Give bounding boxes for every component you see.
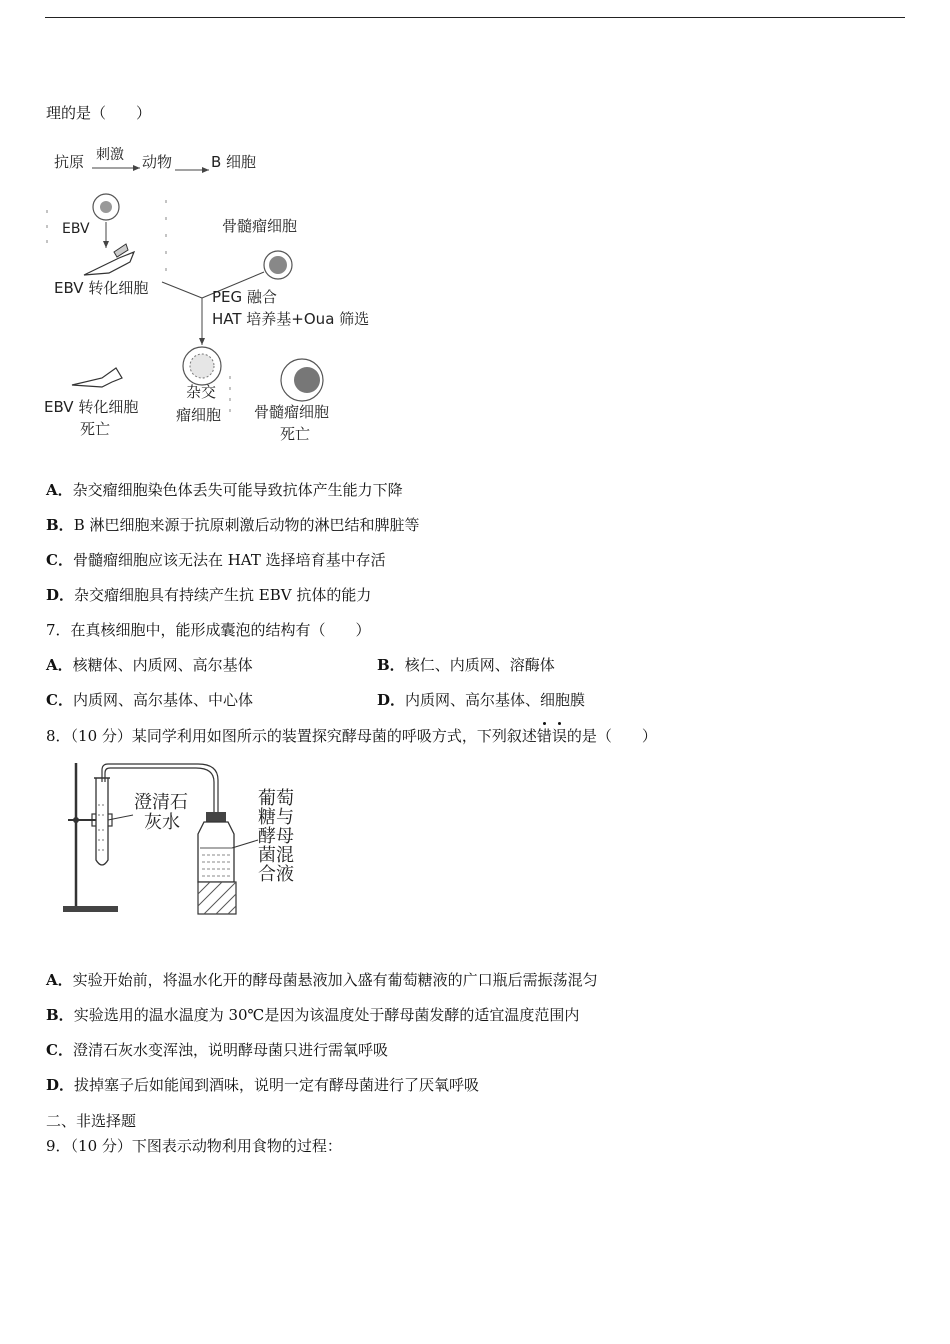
fig-limewater-2: 灰水 bbox=[144, 812, 180, 833]
dead-ebv-cell-shape bbox=[72, 368, 122, 387]
fig-mix-2: 糖与 bbox=[258, 807, 294, 828]
q9-stem: 9．（10 分）下图表示动物利用食物的过程： bbox=[46, 1137, 342, 1155]
q6-option-c: C．骨髓瘤细胞应该无法在 HAT 选择培育基中存活 bbox=[46, 551, 386, 569]
q8-stem: 8．（10 分）某同学利用如图所示的装置探究酵母菌的呼吸方式，下列叙述错误的是（ ） bbox=[46, 727, 657, 745]
fig-stimulate: 刺激 bbox=[96, 147, 124, 163]
section-title: 二、非选择题 bbox=[46, 1112, 137, 1130]
fig-ebv-dead-2: 死亡 bbox=[80, 420, 111, 438]
q8-option-c: C．澄清石灰水变浑浊，说明酵母菌只进行需氧呼吸 bbox=[46, 1041, 388, 1059]
fig-myeloma: 骨髓瘤细胞 bbox=[222, 217, 298, 235]
q7-option-b: B．核仁、内质网、溶酶体 bbox=[377, 656, 555, 674]
fig-mix-5: 合液 bbox=[258, 864, 294, 885]
fig-peg: PEG 融合 bbox=[212, 288, 277, 306]
fig-mix-4: 菌混 bbox=[258, 845, 294, 866]
fig-hybrid-1: 杂交 bbox=[186, 383, 217, 401]
q6-stem-tail: 理的是（ ） bbox=[46, 104, 152, 122]
q6-option-d: D．杂交瘤细胞具有持续产生抗 EBV 抗体的能力 bbox=[46, 586, 372, 604]
fig-mix-1: 葡萄 bbox=[258, 788, 294, 809]
ebv-cell-shape bbox=[84, 252, 134, 275]
fig-limewater-1: 澄清石 bbox=[134, 792, 188, 813]
fig-antigen: 抗原 bbox=[54, 153, 85, 171]
fig-b-cell: B 细胞 bbox=[211, 153, 257, 171]
q7-stem: 7．在真核细胞中，能形成囊泡的结构有（ ） bbox=[46, 621, 371, 639]
q7-option-d: D．内质网、高尔基体、细胞膜 bbox=[377, 691, 586, 709]
fig-myeloma-dead-1: 骨髓瘤细胞 bbox=[254, 403, 330, 421]
fig-mix-3: 酵母 bbox=[258, 826, 294, 847]
header-rule bbox=[45, 17, 905, 18]
fig-animal: 动物 bbox=[142, 153, 173, 171]
q6-option-a: A．杂交瘤细胞染色体丢失可能导致抗体产生能力下降 bbox=[46, 481, 403, 499]
q7-option-a: A．核糖体、内质网、高尔基体 bbox=[46, 656, 253, 674]
q8-option-b: B．实验选用的温水温度为 30℃是因为该温度处于酵母菌发酵的适宜温度范围内 bbox=[46, 1006, 580, 1024]
q8-apparatus-figure bbox=[58, 760, 308, 920]
emphasis-dots: 错误 bbox=[536, 727, 567, 745]
q8-option-a: A．实验开始前，将温水化开的酵母菌悬液加入盛有葡萄糖液的广口瓶后需振荡混匀 bbox=[46, 971, 598, 989]
q8-option-d: D．拔掉塞子后如能闻到酒味，说明一定有酵母菌进行了厌氧呼吸 bbox=[46, 1076, 480, 1094]
q7-option-c: C．内质网、高尔基体、中心体 bbox=[46, 691, 253, 709]
fig-ebv-transformed: EBV 转化细胞 bbox=[54, 279, 149, 297]
fig-myeloma-dead-2: 死亡 bbox=[280, 425, 311, 443]
fig-hybrid-2: 瘤细胞 bbox=[176, 406, 222, 424]
fig-ebv-dead-1: EBV 转化细胞 bbox=[44, 398, 139, 416]
q6-hybridoma-figure bbox=[44, 140, 384, 450]
fig-hat: HAT 培养基+Oua 筛选 bbox=[212, 310, 370, 328]
q6-option-b: B．B 淋巴细胞来源于抗原刺激后动物的淋巴结和脾脏等 bbox=[46, 516, 420, 534]
fig-ebv: EBV bbox=[62, 221, 90, 237]
